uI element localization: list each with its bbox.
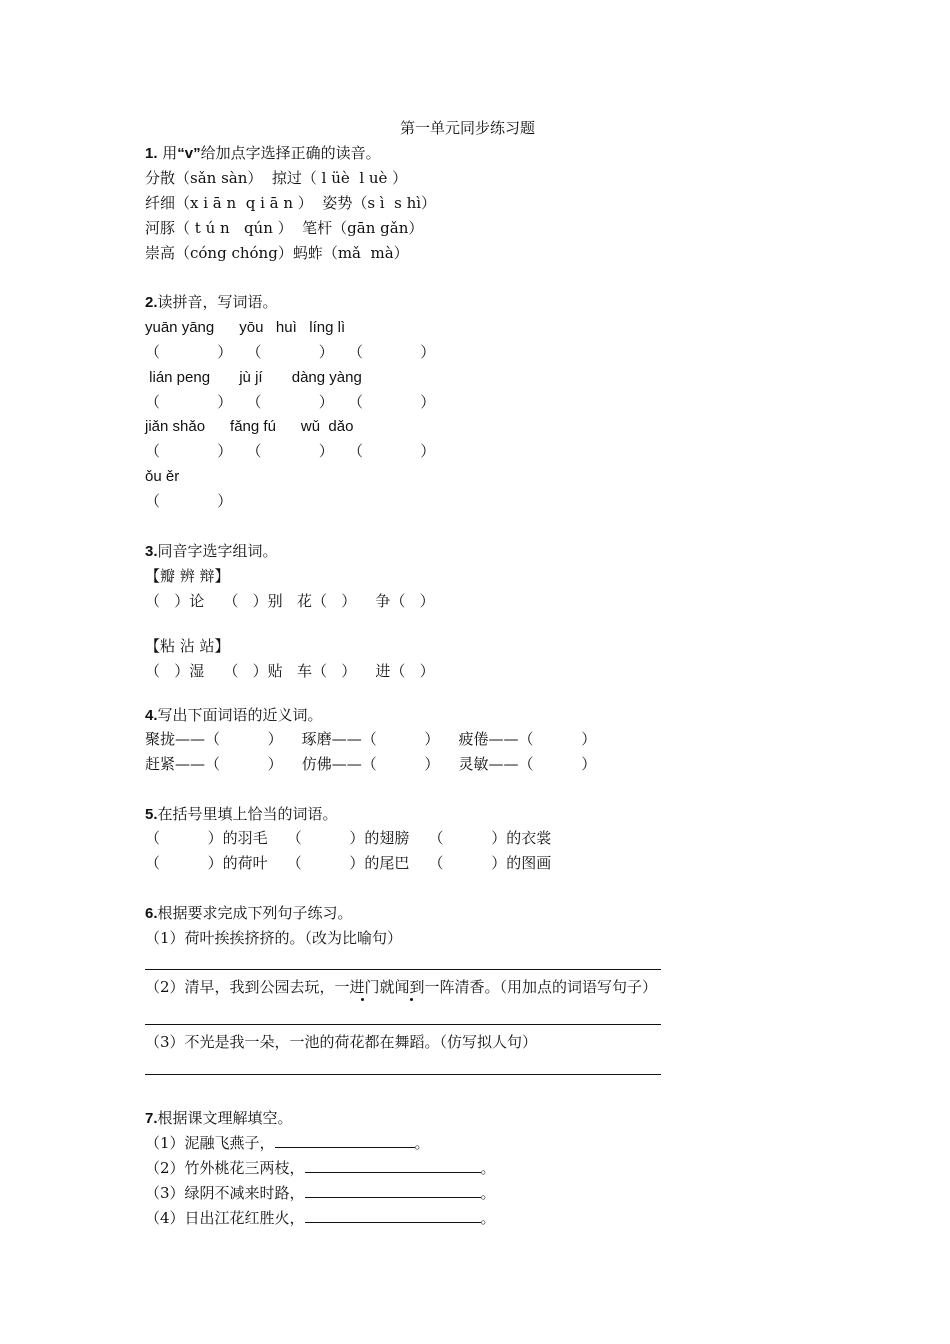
q7-item-end: 。 — [480, 1209, 496, 1227]
q7-prompt: 根据课文理解填空。 — [157, 1109, 293, 1127]
q1-line: 河豚（ t ú n qún ） 笔杆（gān gǎn） — [145, 219, 424, 237]
q2-pinyin-line: lián peng jù jí dàng yàng — [145, 369, 362, 386]
q1-heading — [145, 143, 381, 164]
q7-item-end: 。 — [414, 1134, 430, 1152]
q1-prompt-v: “v” — [177, 145, 201, 162]
q4-number: 4. — [145, 707, 158, 724]
emphasis-dot — [410, 998, 413, 1001]
q1-line: 纤细（x i ā n q i ā n ） 姿势（s ì s hì） — [145, 194, 437, 212]
q7-item — [145, 1133, 430, 1153]
q5-line: （ ）的荷叶 （ ）的尾巴 （ ）的图画 — [145, 854, 552, 872]
q4-line: 聚拢——（ ） 琢磨——（ ） 疲倦——（ ） — [145, 730, 597, 748]
q3-char-group: 【粘 沾 站】 — [145, 637, 230, 655]
page-title: 第一单元同步练习题 — [400, 119, 536, 137]
q6-heading — [145, 903, 353, 924]
q3-heading — [145, 541, 278, 562]
q2-heading — [145, 292, 278, 313]
q6-prompt: 根据要求完成下列句子练习。 — [157, 904, 353, 922]
q7-heading — [145, 1108, 293, 1129]
q6-item: （2）清早，我到公园去玩，一进门就闻到一阵清香。（用加点的词语写句子） — [145, 978, 658, 996]
q1-line: 分散（sǎn sàn） 掠过（ l üè l uè ） — [145, 169, 408, 187]
q2-blank-line: （ ） （ ） （ ） — [145, 343, 436, 361]
q2-blank-line: （ ） — [145, 492, 233, 510]
q5-line: （ ）的羽毛 （ ）的翅膀 （ ）的衣裳 — [145, 829, 552, 847]
q2-number: 2. — [145, 294, 158, 311]
q1-line: 崇高（cóng chóng）蚂蚱（mǎ mà） — [145, 244, 409, 262]
q2-blank-line: （ ） （ ） （ ） — [145, 442, 436, 460]
q3-word-line: （ ）论 （ ）别 花（ ） 争（ ） — [145, 592, 435, 610]
q7-item-text: （1）泥融飞燕子， — [145, 1134, 275, 1152]
q2-prompt: 读拼音，写词语。 — [157, 293, 278, 311]
fill-blank[interactable] — [305, 1183, 481, 1198]
q2-pinyin-line: jiǎn shǎo fǎng fú wǔ dǎo — [145, 418, 354, 435]
q2-pinyin-line: yuān yāng yōu huì líng lì — [145, 319, 346, 336]
q4-heading — [145, 705, 323, 726]
q7-item — [145, 1208, 496, 1228]
q1-prompt-post: 给加点字选择正确的读音。 — [200, 144, 381, 162]
answer-line[interactable] — [145, 1024, 661, 1025]
q4-line: 赶紧——（ ） 仿佛——（ ） 灵敏——（ ） — [145, 755, 597, 773]
q7-item-text: （2）竹外桃花三两枝， — [145, 1159, 305, 1177]
q7-item-end: 。 — [480, 1159, 496, 1177]
q4-prompt: 写出下面词语的近义词。 — [157, 706, 323, 724]
q2-blank-line: （ ） （ ） （ ） — [145, 393, 436, 411]
emphasis-dot — [361, 998, 364, 1001]
q3-number: 3. — [145, 543, 158, 560]
q6-item: （3）不光是我一朵，一池的荷花都在舞蹈。（仿写拟人句） — [145, 1033, 538, 1051]
answer-line[interactable] — [145, 969, 661, 970]
q7-item-end: 。 — [480, 1184, 496, 1202]
q1-number: 1. — [145, 145, 158, 162]
q3-word-line: （ ）湿 （ ）贴 车（ ） 进（ ） — [145, 662, 435, 680]
q1-prompt-pre: 用 — [157, 144, 178, 162]
q5-prompt: 在括号里填上恰当的词语。 — [157, 805, 338, 823]
q7-item-text: （4）日出江花红胜火， — [145, 1209, 305, 1227]
fill-blank[interactable] — [275, 1133, 415, 1148]
q3-char-group: 【瓣 辨 辩】 — [145, 567, 230, 585]
fill-blank[interactable] — [305, 1158, 481, 1173]
q3-prompt: 同音字选字组词。 — [157, 542, 278, 560]
q5-number: 5. — [145, 806, 158, 823]
q6-item: （1）荷叶挨挨挤挤的。（改为比喻句） — [145, 929, 403, 947]
q2-pinyin-line: ǒu ěr — [145, 468, 180, 485]
answer-line[interactable] — [145, 1074, 661, 1075]
fill-blank[interactable] — [305, 1208, 481, 1223]
q7-item — [145, 1158, 496, 1178]
q5-heading — [145, 804, 338, 825]
q7-item-text: （3）绿阴不减来时路， — [145, 1184, 305, 1202]
q6-number: 6. — [145, 905, 158, 922]
q7-item — [145, 1183, 496, 1203]
q7-number: 7. — [145, 1110, 158, 1127]
